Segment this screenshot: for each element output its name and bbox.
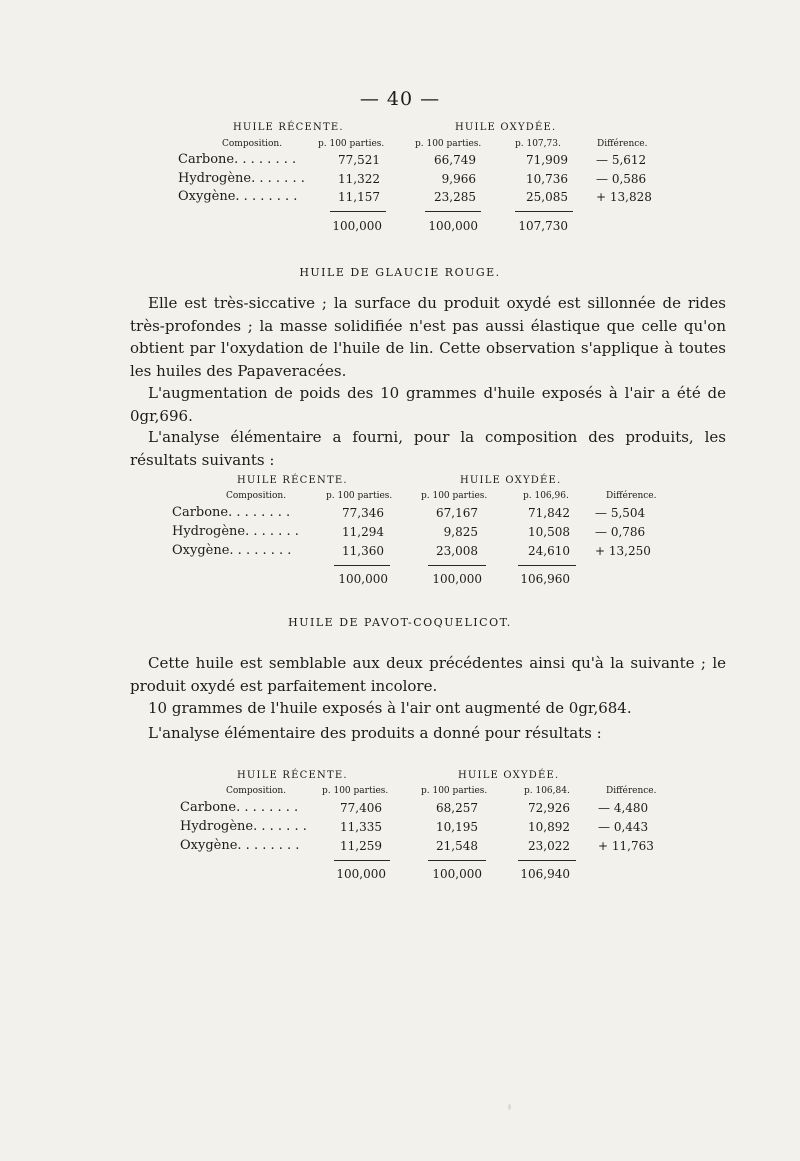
subheader-composition: Composition. <box>226 491 287 501</box>
subheader-oxidized-total: p. 107,73. <box>515 139 561 149</box>
value-difference: — 0,443 <box>598 820 649 834</box>
row-label: Hydrogène. . . . . . . <box>172 524 299 539</box>
value-recent: 77,346 <box>342 506 384 520</box>
value-recent: 11,157 <box>338 190 380 204</box>
sum-rule <box>334 860 390 861</box>
value-recent: 11,360 <box>342 544 384 558</box>
sum-rule <box>518 565 576 566</box>
subheader-oxidized-total: p. 106,96. <box>523 491 569 501</box>
value-difference: + 13,828 <box>596 190 652 204</box>
header-oxidized: HUILE OXYDÉE. <box>458 770 560 781</box>
value-oxidized-total: 24,610 <box>528 544 570 558</box>
value-oxidized-total: 71,909 <box>526 153 568 167</box>
sum-rule <box>330 211 386 212</box>
subheader-recent-parts: p. 100 parties. <box>326 491 393 501</box>
header-recent: HUILE RÉCENTE. <box>233 122 344 133</box>
header-recent: HUILE RÉCENTE. <box>237 770 348 781</box>
total-recent: 100,000 <box>336 867 386 881</box>
subheader-composition: Composition. <box>226 786 287 796</box>
value-difference: — 5,504 <box>595 506 646 520</box>
row-label: Carbone. . . . . . . . <box>178 152 297 167</box>
value-recent: 11,259 <box>340 839 382 853</box>
sum-rule <box>515 211 573 212</box>
section-title-glaucie: HUILE DE GLAUCIE ROUGE. <box>299 266 501 279</box>
total-recent: 100,000 <box>338 572 388 586</box>
row-label: Oxygène. . . . . . . . <box>180 838 300 853</box>
value-recent: 11,322 <box>338 172 380 186</box>
value-oxidized-total: 71,842 <box>528 506 570 520</box>
total-oxidized: 106,960 <box>520 572 570 586</box>
total-oxidized-100: 100,000 <box>432 572 482 586</box>
value-oxidized-100: 9,825 <box>443 525 478 539</box>
row-label: Carbone. . . . . . . . <box>172 505 291 520</box>
value-oxidized-total: 25,085 <box>526 190 568 204</box>
sum-rule <box>428 565 486 566</box>
row-label: Hydrogène. . . . . . . <box>180 819 307 834</box>
sum-rule <box>518 860 576 861</box>
value-oxidized-total: 10,508 <box>528 525 570 539</box>
value-difference: + 13,250 <box>595 544 651 558</box>
value-oxidized-100: 21,548 <box>436 839 478 853</box>
row-label: Hydrogène. . . . . . . <box>178 171 305 186</box>
paper-speck <box>508 1104 511 1110</box>
subheader-difference: Différence. <box>606 786 657 796</box>
subheader-oxidized-total: p. 106,84. <box>524 786 570 796</box>
paragraph: Cette huile est semblable aux deux précédentes ainsi qu'à la suivante ; le produit oxydé est parfaitement incolore. <box>130 654 726 695</box>
subheader-composition: Composition. <box>222 139 283 149</box>
value-oxidized-total: 10,736 <box>526 172 568 186</box>
total-recent: 100,000 <box>332 219 382 233</box>
value-difference: — 4,480 <box>598 801 649 815</box>
value-oxidized-total: 23,022 <box>528 839 570 853</box>
paragraph: Elle est très-siccative ; la surface du produit oxydé est sillonnée de rides très-profondes ; la masse solidifiée n'est pas aussi élastique que celle qu'on obtient par l'oxydation de l'huile de lin. Cette observation s'applique à toutes les huiles des Papaveracées. <box>130 294 726 380</box>
value-oxidized-total: 72,926 <box>528 801 570 815</box>
subheader-difference: Différence. <box>597 139 648 149</box>
value-difference: — 0,586 <box>596 172 647 186</box>
page-number: — 40 — <box>359 88 441 110</box>
value-oxidized-100: 10,195 <box>436 820 478 834</box>
paragraph: L'augmentation de poids des 10 grammes d'huile exposés à l'air a été de 0gr,696. <box>130 384 726 425</box>
subheader-recent-parts: p. 100 parties. <box>322 786 389 796</box>
total-oxidized-100: 100,000 <box>428 219 478 233</box>
subheader-oxidized-parts: p. 100 parties. <box>415 139 482 149</box>
value-oxidized-100: 23,008 <box>436 544 478 558</box>
paragraph: L'analyse élémentaire des produits a donné pour résultats : <box>148 724 602 742</box>
total-oxidized: 107,730 <box>518 219 568 233</box>
value-recent: 77,521 <box>338 153 380 167</box>
value-recent: 11,294 <box>342 525 384 539</box>
row-label: Oxygène. . . . . . . . <box>172 543 292 558</box>
total-oxidized: 106,940 <box>520 867 570 881</box>
subheader-recent-parts: p. 100 parties. <box>318 139 385 149</box>
header-recent: HUILE RÉCENTE. <box>237 475 348 486</box>
paragraph: L'analyse élémentaire a fourni, pour la composition des produits, les résultats suivants : <box>130 428 726 469</box>
value-recent: 77,406 <box>340 801 382 815</box>
sum-rule <box>428 860 486 861</box>
subheader-oxidized-parts: p. 100 parties. <box>421 491 488 501</box>
row-label: Carbone. . . . . . . . <box>180 800 299 815</box>
sum-rule <box>425 211 481 212</box>
total-oxidized-100: 100,000 <box>432 867 482 881</box>
subheader-difference: Différence. <box>606 491 657 501</box>
value-recent: 11,335 <box>340 820 382 834</box>
value-oxidized-100: 67,167 <box>436 506 478 520</box>
header-oxidized: HUILE OXYDÉE. <box>460 475 562 486</box>
section-title-pavot: HUILE DE PAVOT-COQUELICOT. <box>288 616 512 629</box>
subheader-oxidized-parts: p. 100 parties. <box>421 786 488 796</box>
value-oxidized-100: 66,749 <box>434 153 476 167</box>
value-oxidized-100: 68,257 <box>436 801 478 815</box>
sum-rule <box>334 565 390 566</box>
value-oxidized-total: 10,892 <box>528 820 570 834</box>
value-oxidized-100: 23,285 <box>434 190 476 204</box>
row-label: Oxygène. . . . . . . . <box>178 189 298 204</box>
value-oxidized-100: 9,966 <box>441 172 476 186</box>
value-difference: + 11,763 <box>598 839 654 853</box>
value-difference: — 5,612 <box>596 153 647 167</box>
value-difference: — 0,786 <box>595 525 646 539</box>
header-oxidized: HUILE OXYDÉE. <box>455 122 557 133</box>
paragraph: 10 grammes de l'huile exposés à l'air ont augmenté de 0gr,684. <box>148 699 632 717</box>
